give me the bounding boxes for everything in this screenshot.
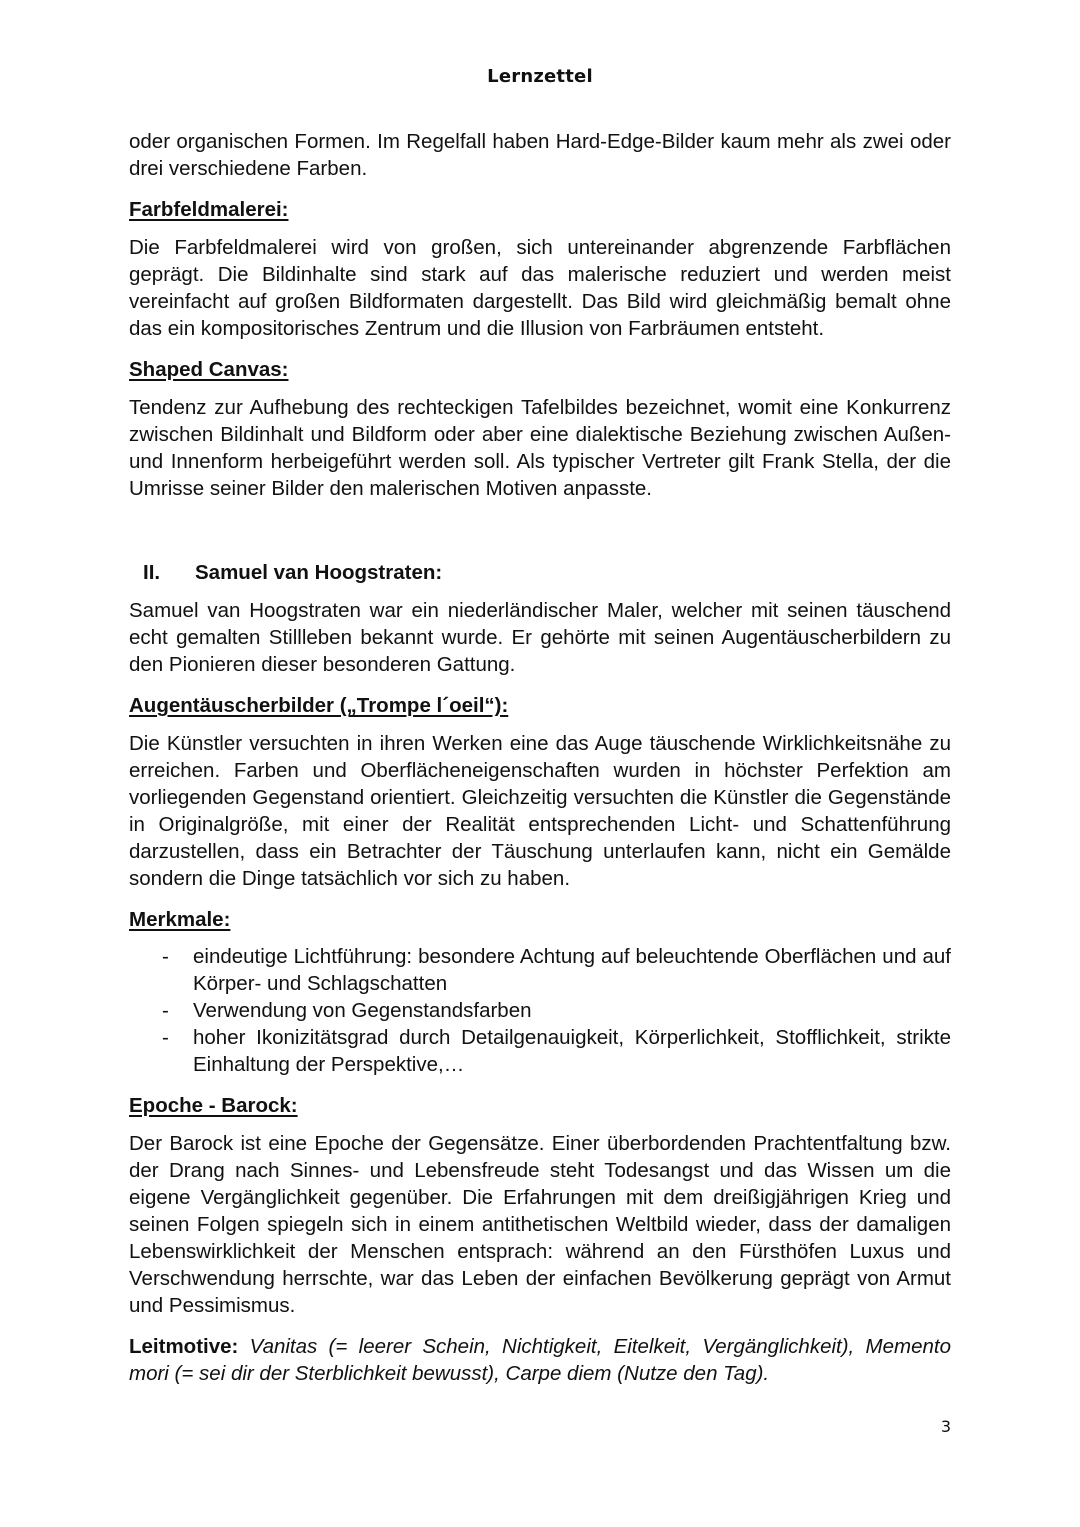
list-item-text: hoher Ikonizitätsgrad durch Detailgenauigkeit, Körperlichkeit, Stofflichkeit, strikte Einhaltung der Perspektive,… — [193, 1026, 951, 1076]
leitmotive-text: Vanitas (= leerer Schein, Nichtigkeit, Eitelkeit, Vergänglichkeit), Memento mori (= sei dir der Sterblichkeit bewusst), Carpe diem (Nutze den Tag). — [129, 1335, 951, 1385]
barock-paragraph: Der Barock ist eine Epoche der Gegensätze. Einer überbordenden Prachtentfaltung bzw. der Drang nach Sinnes- und Lebensfreude steht Todesangst und das Wissen um die eigene Vergänglichkeit gegenüber. Die Erfahrungen mit dem dreißigjährigen Krieg und seinen Folgen spiegeln sich in einem antithetischen Weltbild wieder, dass der damaligen Lebenswirklichkeit der Menschen entsprach: während an den Fürsthöfen Luxus und Verschwendung herrschte, war das Leben der einfachen Bevölkerung geprägt von Armut und Pessimismus. — [129, 1132, 951, 1317]
list-item-text: Verwendung von Gegenstandsfarben — [193, 999, 532, 1022]
page-number: 3 — [940, 1417, 951, 1436]
section-title: Samuel van Hoogstraten: — [195, 561, 443, 584]
page-content — [129, 128, 951, 1387]
leitmotive-label: Leitmotive: — [129, 1335, 239, 1358]
heading-epoche-barock: Epoche - Barock: — [129, 1094, 298, 1117]
section-heading-hoogstraten — [129, 559, 951, 586]
leitmotive-paragraph — [129, 1333, 951, 1387]
list-item — [129, 997, 951, 1024]
merkmale-list — [129, 943, 951, 1078]
intro-paragraph: oder organischen Formen. Im Regelfall haben Hard-Edge-Bilder kaum mehr als zwei oder drei verschiedene Farben. — [129, 130, 951, 180]
list-item-text: eindeutige Lichtführung: besondere Achtung auf beleuchtende Oberflächen und auf Körper- und Schlagschatten — [193, 945, 951, 995]
heading-merkmale: Merkmale: — [129, 908, 231, 931]
augentaeuscherbilder-paragraph: Die Künstler versuchten in ihren Werken eine das Auge täuschende Wirklichkeitsnähe zu erreichen. Farben und Oberflächeneigenschaften wurden in höchster Perfektion am vorliegenden Gegenstand orientiert. Gleichzeitig versuchten die Künstler die Gegenstände in Originalgröße, mit einer der Realität entsprechenden Licht- und Schattenführung darzustellen, dass ein Betrachter der Täuschung unterlaufen kann, nicht ein Gemälde sondern die Dinge tatsächlich vor sich zu haben. — [129, 732, 951, 890]
heading-shaped-canvas: Shaped Canvas: — [129, 358, 289, 381]
list-item — [129, 1024, 951, 1078]
list-item — [129, 943, 951, 997]
heading-farbfeldmalerei: Farbfeldmalerei: — [129, 198, 289, 221]
list-bullet: - — [162, 999, 169, 1022]
heading-augentaeuscherbilder: Augentäuscherbilder („Trompe l´oeil“): — [129, 694, 509, 717]
farbfeldmalerei-paragraph: Die Farbfeldmalerei wird von großen, sich untereinander abgrenzende Farbflächen geprägt. Die Bildinhalte sind stark auf das malerische reduziert und werden meist vereinfacht auf großen Bildformaten dargestellt. Das Bild wird gleichmäßig bemalt ohne das ein kompositorisches Zentrum und die Illusion von Farbräumen entsteht. — [129, 236, 951, 340]
page-header-title: Lernzettel — [487, 66, 593, 87]
section-number: II. — [143, 561, 161, 584]
shaped-canvas-paragraph: Tendenz zur Aufhebung des rechteckigen Tafelbildes bezeichnet, womit eine Konkurrenz zwischen Bildinhalt und Bildform oder aber eine dialektische Beziehung zwischen Außen- und Innenform herbeigeführt werden soll. Als typischer Vertreter gilt Frank Stella, der die Umrisse seiner Bilder den malerischen Motiven anpasste. — [129, 396, 951, 500]
list-bullet: - — [162, 945, 169, 968]
list-bullet: - — [162, 1026, 169, 1049]
hoogstraten-paragraph: Samuel van Hoogstraten war ein niederländischer Maler, welcher mit seinen täuschend echt gemalten Stillleben bekannt wurde. Er gehörte mit seinen Augentäuscherbildern zu den Pionieren dieser besonderen Gattung. — [129, 599, 951, 676]
